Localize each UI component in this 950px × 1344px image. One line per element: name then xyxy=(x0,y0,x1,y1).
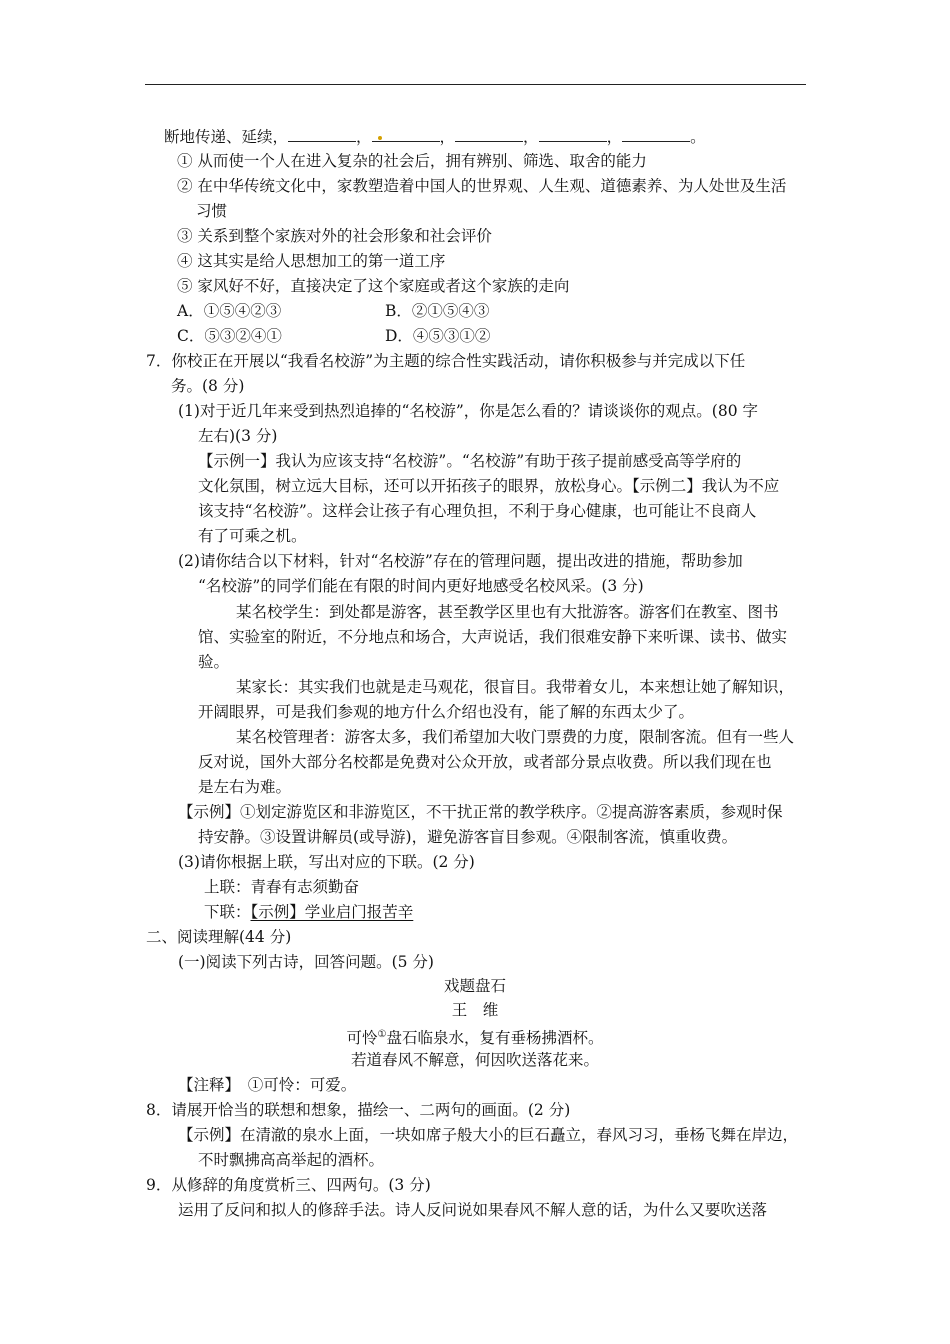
couplet-lower-answer: 【示例】学业启门报苦辛 xyxy=(250,903,414,921)
q9-question: 9．从修辞的角度赏析三、四两句。(3 分) xyxy=(146,1176,431,1194)
intro-prefix: 断地传递、延续， xyxy=(164,128,289,146)
section2-sub1: (一)阅读下列古诗，回答问题。(5 分) xyxy=(178,953,434,971)
option-4: ④ 这其实是给人思想加工的第一道工序 xyxy=(177,252,446,270)
option-2-cont: 习惯 xyxy=(196,202,228,220)
material2-line1: 某家长：其实我们也就是走马观花，很盲目。我带着女儿，本来想让她了解知识， xyxy=(236,678,795,696)
q8-question: 8．请展开恰当的联想和想象，描绘一、二两句的画面。(2 分) xyxy=(146,1101,571,1119)
q7-part1-line1: (1)对于近几年来受到热烈追捧的“名校游”，你是怎么看的？请谈谈你的观点。(80 字 xyxy=(178,402,759,420)
option-1: ① 从而使一个人在进入复杂的社会后，拥有辨别、筛选、取舍的能力 xyxy=(177,152,647,170)
q7-line2: 务。(8 分) xyxy=(171,377,245,395)
poem-note: 【注释】 ①可怜：可爱。 xyxy=(178,1076,357,1094)
q8-answer-line2: 不时飘拂高高举起的酒杯。 xyxy=(198,1151,385,1169)
poem-author: 王 维 xyxy=(451,1001,499,1019)
answer-blank-4[interactable] xyxy=(539,127,607,142)
q8-answer-line1: 【示例】在清澈的泉水上面，一块如席子般大小的巨石矗立，春风习习，垂杨飞舞在岸边， xyxy=(178,1126,799,1144)
q7-part2-line1: (2)请你结合以下材料，针对“名校游”存在的管理问题，提出改进的措施，帮助参加 xyxy=(178,552,743,570)
intro-line: 断地传递、延续， ， ， ， ， 。 xyxy=(164,128,706,146)
option-2: ② 在中华传统文化中，家教塑造着中国人的世界观、人生观、道德素养、为人处世及生活 xyxy=(177,177,787,195)
q7-answer1-line2: 文化氛围，树立远大目标，还可以开拓孩子的眼界，放松身心。【示例二】我认为不应 xyxy=(198,477,780,495)
q7-answer1-line1: 【示例一】我认为应该支持“名校游”。“名校游”有助于孩子提前感受高等学府的 xyxy=(198,452,742,470)
footnote-marker: ① xyxy=(377,1029,387,1040)
couplet-upper: 上联：青春有志须勤奋 xyxy=(204,878,360,896)
choice-d[interactable]: D．④⑤③①② xyxy=(385,327,491,345)
answer-blank-2[interactable] xyxy=(372,127,440,142)
material1-line1: 某名校学生：到处都是游客，甚至教学区里也有大批游客。游客们在教室、图书 xyxy=(236,603,779,621)
q7-answer2-line1: 【示例】①划定游览区和非游览区，不干扰正常的教学秩序。②提高游客素质，参观时保 xyxy=(178,803,783,821)
choice-b[interactable]: B．②①⑤④③ xyxy=(385,302,490,320)
q7-answer2-line2: 持安静。③设置讲解员(或导游)，避免游客盲目参观。④限制客流，慎重收费。 xyxy=(198,828,738,846)
header-rule xyxy=(145,84,806,85)
q9-answer-line1: 运用了反问和拟人的修辞手法。诗人反问说如果春风不解人意的话，为什么又要吹送落 xyxy=(178,1201,768,1219)
material1-line3: 验。 xyxy=(198,653,230,671)
material2-line2: 开阔眼界，可是我们参观的地方什么介绍也没有，能了解的东西太少了。 xyxy=(198,703,695,721)
option-5: ⑤ 家风好不好，直接决定了这个家庭或者这个家族的走向 xyxy=(177,277,570,295)
material3-line2: 反对说，国外大部分名校都是免费对公众开放，或者部分景点收费。所以我们现在也 xyxy=(198,753,772,771)
couplet-lower: 下联：【示例】学业启门报苦辛 xyxy=(204,903,414,921)
section2-title: 二、阅读理解(44 分) xyxy=(146,928,292,946)
q7-answer1-line4: 有了可乘之机。 xyxy=(198,527,307,545)
poem-line2: 若道春风不解意，何因吹送落花来。 xyxy=(350,1051,599,1069)
choice-c[interactable]: C．⑤③②④① xyxy=(177,327,282,345)
q7-line1: 7．你校正在开展以“我看名校游”为主题的综合性实践活动，请你积极参与并完成以下任 xyxy=(146,352,746,370)
q7-answer1-line3: 该支持“名校游”。这样会让孩子有心理负担，不利于身心健康，也可能让不良商人 xyxy=(198,502,757,520)
material3-line1: 某名校管理者：游客太多，我们希望加大收门票费的力度，限制客流。但有一些人 xyxy=(236,728,795,746)
material3-line3: 是左右为难。 xyxy=(198,778,292,796)
answer-blank-3[interactable] xyxy=(455,127,523,142)
answer-blank-1[interactable] xyxy=(288,127,356,142)
answer-blank-5[interactable] xyxy=(622,127,690,142)
q7-part3: (3)请你根据上联，写出对应的下联。(2 分) xyxy=(178,853,475,871)
choice-a[interactable]: A．①⑤④②③ xyxy=(177,302,282,320)
poem-line1: 可怜①盘石临泉水，复有垂杨拂酒杯。 xyxy=(346,1029,604,1048)
poem-title: 戏题盘石 xyxy=(443,977,506,995)
material1-line2: 馆、实验室的附近，不分地点和场合，大声说话，我们很难安静下来听课、读书、做实 xyxy=(198,628,788,646)
option-3: ③ 关系到整个家族对外的社会形象和社会评价 xyxy=(177,227,492,245)
q7-part1-line2: 左右)(3 分) xyxy=(198,427,278,445)
q7-part2-line2: “名校游”的同学们能在有限的时间内更好地感受名校风采。(3 分) xyxy=(198,577,644,595)
